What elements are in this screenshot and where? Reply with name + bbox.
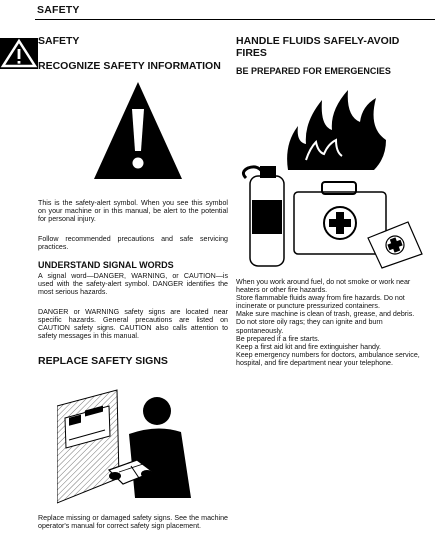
instruction-line: Keep a first aid kit and fire extinguisher handy. [236,342,381,351]
instruction-line: Be prepared if a fire starts. [236,334,320,343]
header-rule [35,19,435,20]
signal-heading: UNDERSTAND SIGNAL WORDS [38,260,174,270]
safety-tab [0,38,38,69]
replace-signs-illustration [57,388,205,513]
instruction-line: When you work around fuel, do not smoke or work near heaters or other fire hazards. [236,278,411,295]
fire-and-first-aid-icon [236,82,426,270]
fluids-title: HANDLE FLUIDS SAFELY-AVOID FIRES [236,35,400,59]
fire-illustration [236,82,426,270]
instruction-line: Keep emergency numbers for doctors, ambulance service, hospital, and fire department near your telephone. [236,350,420,367]
signal-paragraph-1: A signal word—DANGER, WARNING, or CAUTION—is used with the safety-alert symbol. DANGER identifies the most serious hazards. [38,272,228,297]
instruction-line: Make sure machine is clean of trash, grease, and debris. [236,310,415,319]
section-header: SAFETY [37,4,80,16]
warning-triangle-icon [0,38,38,69]
instruction-line: Store flammable fluids away from fire hazards. Do not incinerate or puncture pressurized containers. [236,294,405,311]
recognize-heading: RECOGNIZE SAFETY INFORMATION [38,60,221,72]
signal-paragraph-2: DANGER or WARNING safety signs are located near specific hazards. General precautions are listed on CAUTION safety signs. CAUTION also calls attention to safety messages in this manual. [38,308,228,341]
person-reading-manual-icon [57,388,205,513]
alert-paragraph: This is the safety-alert symbol. When you see this symbol on your machine or in this manual, be alert to the potential for personal injury. [38,199,228,224]
instruction-line: Do not store oily rags; they can ignite and burn spontaneously. [236,318,383,335]
replace-heading: REPLACE SAFETY SIGNS [38,355,168,367]
safety-title: SAFETY [38,35,80,47]
emergencies-heading: BE PREPARED FOR EMERGENCIES [236,66,391,76]
safety-alert-symbol [93,81,183,180]
fluids-instructions [236,278,426,367]
follow-paragraph: Follow recommended precautions and safe servicing practices. [38,235,228,252]
replace-paragraph: Replace missing or damaged safety signs. See the machine operator's manual for correct safety sign placement. [38,514,228,531]
safety-alert-icon [93,81,183,180]
